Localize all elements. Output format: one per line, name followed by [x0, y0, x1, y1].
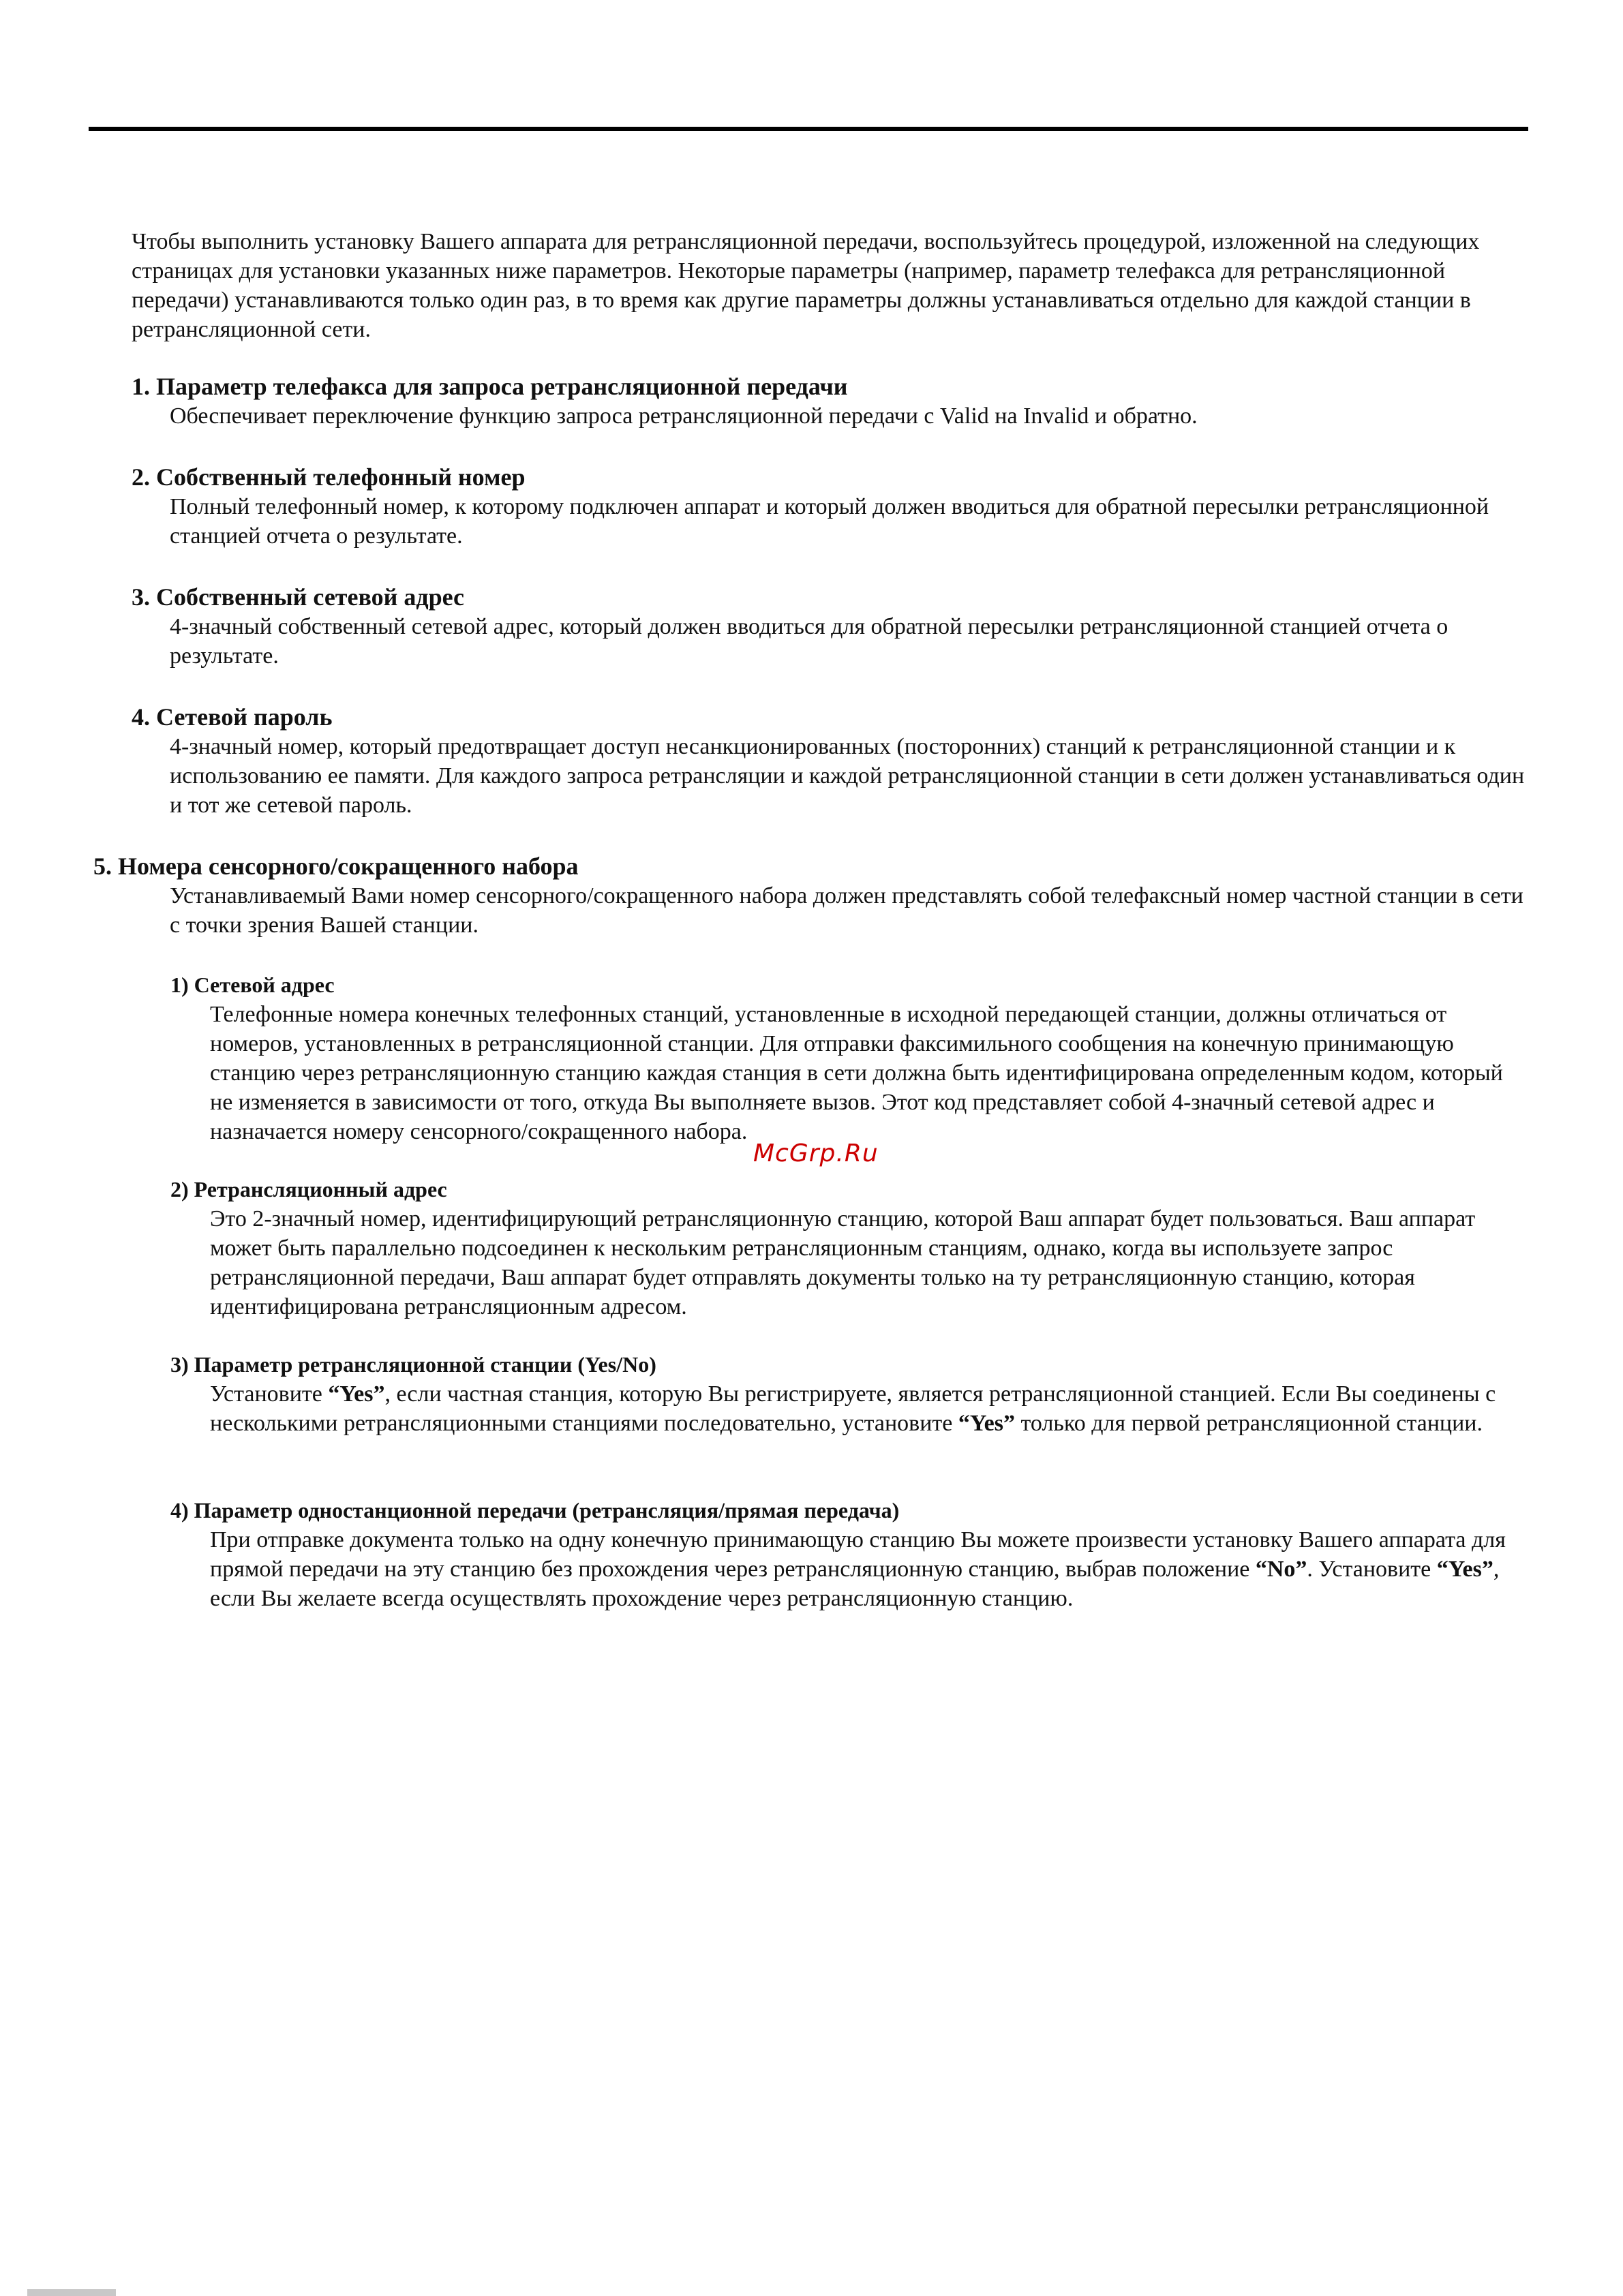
subsection-body: [170, 1379, 1527, 1438]
subsection-heading: 1) Сетевой адрес: [170, 973, 335, 997]
subsection-1: [170, 970, 1527, 1146]
subsection-heading: 4) Параметр одностанционной передачи (ретрансляция/прямая передача): [170, 1498, 900, 1522]
section-1: [132, 372, 1529, 431]
yes-value: “Yes”: [1436, 1557, 1493, 1582]
text-run: Установите: [210, 1381, 329, 1407]
section-2: [132, 463, 1529, 551]
section-heading: 5. Номера сенсорного/сокращенного набора: [93, 853, 579, 880]
section-5: [93, 852, 1528, 940]
top-rule: [89, 127, 1528, 131]
watermark-text: McGrp.Ru: [753, 1139, 879, 1167]
text-run: , если частная станция, которую Вы регистрируете, является ретрансляционной станцией. Если Вы соединены с несколькими ретрансляционными станциями последовательно, установите: [210, 1381, 1496, 1436]
section-body: 4-значный собственный сетевой адрес, который должен вводиться для обратной пересылки ретрансляционной станцией отчета о результате.: [170, 614, 1448, 669]
text-run: только для первой ретрансляционной станции.: [1014, 1411, 1483, 1436]
section-body: Полный телефонный номер, к которому подключен аппарат и который должен вводиться для обратной пересылки ретрансляционной станцией отчета о результате.: [170, 494, 1489, 549]
subsection-heading: 3) Параметр ретрансляционной станции (Yes/No): [170, 1352, 656, 1377]
yes-value: “Yes”: [958, 1411, 1015, 1436]
text-run: При отправке документа только на одну конечную принимающую станцию Вы можете произвести установку Вашего аппарата для прямой передачи на эту станцию без прохождения через ретрансляционную станцию, выбрав положение: [210, 1527, 1506, 1582]
no-value: “No”: [1255, 1557, 1307, 1582]
subsection-body: Телефонные номера конечных телефонных станций, установленные в исходной передающей станции, должны отличаться от номеров, установленных в ретрансляционной станции. Для отправки факсимильного сообщения на конечную принимающую станцию через ретрансляционную станцию каждая станция в сети должна быть идентифицирована определенным кодом, который не изменяется в зависимости от того, откуда Вы выполняете вызов. Этот код представляет собой 4-значный сетевой адрес и назначается номеру сенсорного/сокращенного набора.: [210, 1002, 1503, 1144]
subsection-body: Это 2-значный номер, идентифицирующий ретрансляционную станцию, которой Ваш аппарат будет пользоваться. Ваш аппарат может быть параллельно подсоединен к нескольким ретрансляционным станциям, однако, когда вы используете запрос ретрансляционной передачи, Ваш аппарат будет отправлять документы только на ту ретрансляционную станцию, которая идентифицирована ретрансляционным адресом.: [210, 1206, 1476, 1319]
subsection-2: [170, 1175, 1527, 1321]
subsection-4: [170, 1496, 1527, 1613]
yes-value: “Yes”: [328, 1381, 385, 1407]
section-heading: 1. Параметр телефакса для запроса ретрансляционной передачи: [132, 373, 848, 400]
section-heading: 2. Собственный телефонный номер: [132, 463, 526, 491]
section-4: [132, 703, 1529, 820]
subsection-body: [170, 1525, 1527, 1613]
subsection-heading: 2) Ретрансляционный адрес: [170, 1177, 447, 1201]
section-heading: 4. Сетевой пароль: [132, 703, 333, 731]
section-3: [132, 583, 1529, 671]
section-body: Обеспечивает переключение функцию запроса ретрансляционной передачи с Valid на Invalid и обратно.: [170, 403, 1198, 429]
text-run: , если Вы желаете всегда осуществлять прохождение через ретрансляционную станцию.: [210, 1557, 1500, 1611]
subsection-3: [170, 1350, 1527, 1438]
section-body: 4-значный номер, который предотвращает доступ несанкционированных (посторонних) станций к ретрансляционной станции и к использованию ее памяти. Для каждого запроса ретрансляции и каждой ретрансляционной станции в сети должен устанавливаться один и тот же сетевой пароль.: [170, 734, 1525, 818]
text-run: . Установите: [1307, 1557, 1437, 1582]
footer-mark: [27, 2289, 116, 2296]
section-heading: 3. Собственный сетевой адрес: [132, 583, 465, 611]
intro-paragraph: Чтобы выполнить установку Вашего аппарата для ретрансляционной передачи, воспользуйтесь процедурой, изложенной на следующих страницах для установки указанных ниже параметров. Некоторые параметры (например, параметр телефакса для ретрансляционной передачи) устанавливаются только один раз, в то время как другие параметры должны устанавливаться отдельно для каждой станции в ретрансляционной сети.: [132, 229, 1480, 342]
section-body: Устанавливаемый Вами номер сенсорного/сокращенного набора должен представлять собой телефаксный номер частной станции в сети с точки зрения Вашей станции.: [170, 883, 1523, 938]
